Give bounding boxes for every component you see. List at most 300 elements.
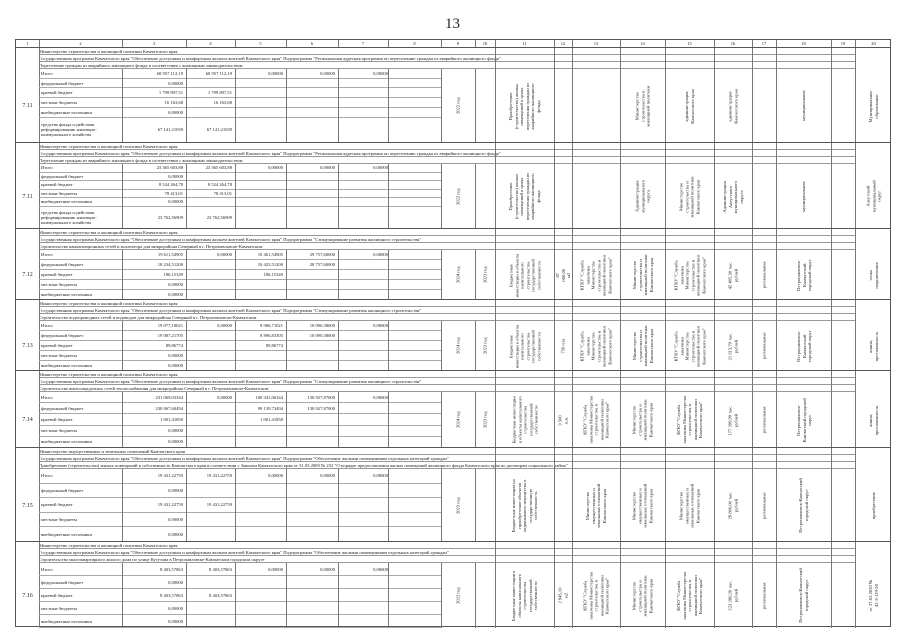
column-number: 11 [522, 41, 527, 46]
column-text: КГКУ "Служба заказчика Министерства строительства и жилищной политики Камчатского края" [675, 396, 703, 444]
column-text: Министерство имущественных и земельных отношений Камчатского края [585, 483, 607, 528]
finance-source: местные бюджеты [41, 605, 77, 611]
column-text: Министерство строительства и жилищной политики Камчатского края [631, 575, 653, 616]
finance-row [39, 280, 441, 290]
column-divider [235, 40, 236, 47]
column-number: 5 [259, 41, 262, 46]
block-column-cell [752, 164, 776, 229]
finance-value [338, 527, 391, 541]
block-column-cell [620, 469, 665, 542]
block-column-cell [714, 563, 752, 628]
budget-block [16, 47, 890, 142]
block-column-cell [572, 563, 620, 628]
finance-source: местные бюджеты [41, 190, 77, 196]
finance-row [39, 576, 441, 589]
block-column-cell [572, 69, 620, 143]
finance-value: 0,00000 [320, 566, 335, 572]
column-text: Муниципальное образование [868, 90, 879, 122]
finance-value: 8 403,57863 [209, 566, 232, 572]
finance-value [286, 484, 338, 498]
finance-row [39, 484, 441, 499]
year-text: 2023 год [482, 266, 488, 284]
finance-value [286, 351, 338, 360]
finance-value: 8 524 264,78 [158, 182, 183, 188]
finance-value: 0,00000 [373, 566, 388, 572]
column-text: 29 800,00 тыс. рублей [727, 491, 738, 520]
finance-value: 0,00000 [320, 165, 335, 171]
column-divider [186, 40, 187, 47]
finance-value: 16 163,68 [213, 100, 232, 106]
block-column-cell [495, 321, 554, 371]
column-text: КГКУ "Служба заказчика Министерства строительства и жилищной политики Камчатского края" [579, 325, 612, 367]
finance-value [235, 173, 286, 181]
finance-value [235, 589, 286, 601]
column-text: КГКУ "Служба заказчика Министерства строительства и жилищной политики Камчатского края" [673, 254, 706, 296]
column-divider [286, 563, 287, 628]
column-text: Петропавловск-Камчатский городской округ [798, 568, 809, 623]
finance-value [338, 576, 391, 588]
column-text: Администрация муниципального округа [634, 180, 651, 213]
column-number: 16 [730, 41, 736, 46]
year-text: 2023 год [455, 497, 461, 514]
finance-value: 130 927,87000 [307, 394, 335, 400]
finance-source: краевой бюджет [41, 343, 73, 348]
finance-value [186, 414, 235, 424]
column-divider [338, 469, 339, 542]
finance-value [186, 198, 235, 206]
finance-value [338, 260, 391, 269]
block-year2 [475, 392, 495, 448]
finance-value: 230 067,60494 [155, 405, 183, 411]
block-column-cell [665, 392, 714, 448]
block-year1 [441, 563, 475, 628]
finance-value [286, 198, 338, 206]
column-divider [620, 40, 621, 47]
finance-value [186, 361, 235, 370]
finance-value [338, 351, 391, 360]
year-text: 2023 год [482, 411, 488, 429]
finance-value: 8 403,57863 [160, 566, 183, 572]
column-number: 14 [640, 41, 645, 46]
finance-source: местные бюджеты [41, 428, 77, 434]
column-text: муниципальная [800, 90, 806, 122]
finance-value [235, 207, 286, 228]
finance-row [39, 190, 441, 199]
finance-value: 19 431,22759 [157, 502, 183, 508]
year-text: 2022 год [455, 188, 461, 205]
block-column-cell [572, 250, 620, 300]
finance-value [338, 414, 391, 424]
block-measure: Строительство внеплощадочных сетей теплоснабжения для микрорайона Северный в г. Петропавловске-Камчатском [39, 385, 855, 392]
year-text: 2024 год [455, 266, 461, 284]
finance-source: Итого [41, 323, 53, 328]
block-measure: Переселение граждан из аварийного жилищного фонда в соответствии с жилищным законодательством [39, 62, 855, 69]
column-divider [388, 69, 389, 143]
column-divider [752, 40, 753, 47]
column-divider [572, 40, 573, 47]
column-number: 6 [310, 41, 314, 46]
budget-table [15, 39, 891, 627]
finance-row [39, 88, 441, 98]
finance-value: 0,00000 [168, 199, 183, 205]
column-divider [338, 321, 339, 371]
block-year1 [441, 321, 475, 371]
finance-value [235, 79, 286, 88]
finance-source: краевой бюджет [41, 90, 73, 96]
finance-value: 186,15349 [263, 272, 283, 277]
finance-value [186, 615, 235, 627]
finance-value [286, 79, 338, 88]
finance-row [39, 498, 441, 513]
column-text: Министерство строительства и жилищной политики Камчатского края [631, 325, 653, 367]
finance-value [338, 173, 391, 181]
block-column-cell [495, 69, 554, 143]
finance-source: местные бюджеты [41, 517, 77, 523]
column-divider [122, 392, 123, 448]
block-column-cell [776, 392, 831, 448]
column-divider [554, 40, 555, 47]
block-code: 7.12 [22, 272, 33, 278]
column-divider [186, 321, 187, 371]
block-measure: Переселение граждан из аварийного жилищного фонда в соответствии с жилищным законодательством [39, 157, 855, 164]
block-column-cell [665, 164, 714, 229]
finance-value: 18 234,51200 [157, 262, 183, 267]
finance-value: 1 799 897,51 [158, 90, 183, 96]
budget-block [16, 142, 890, 228]
block-ministry: Министерство строительства и жилищной политики Камчатского края [39, 143, 855, 150]
finance-row [39, 173, 441, 182]
finance-value [338, 513, 391, 527]
finance-value: 10 090,38000 [309, 323, 335, 328]
column-text: Петропавловск-Камчатский городской округ [795, 397, 812, 443]
finance-value: 0,00000 [373, 394, 388, 400]
finance-value [286, 426, 338, 436]
block-column-cell [620, 321, 665, 371]
block-column-cell [572, 321, 620, 371]
block-column-cell [572, 392, 620, 448]
finance-value: 100 341,06344 [255, 394, 283, 400]
block-code: 7.11 [22, 193, 33, 200]
finance-source: местные бюджеты [41, 353, 77, 358]
block-column-cell [554, 321, 572, 371]
finance-value: 19 431,22759 [206, 473, 232, 479]
column-text: Бюджетные инвестиции в объекты капитального строительства государственной собственности [508, 253, 541, 297]
finance-value [286, 341, 338, 350]
finance-row [39, 198, 441, 207]
finance-value [338, 426, 391, 436]
column-divider [441, 40, 442, 47]
column-number: 18 [801, 41, 806, 46]
finance-row [39, 164, 441, 173]
column-divider [388, 164, 389, 229]
finance-value [186, 260, 235, 269]
finance-value [286, 513, 338, 527]
column-divider [286, 69, 287, 143]
block-column-cell [776, 321, 831, 371]
block-year2 [475, 164, 495, 229]
block-column-cell [665, 321, 714, 371]
column-text: 750 п.м. [560, 338, 566, 354]
block-column-cell [714, 469, 752, 542]
finance-row [39, 118, 441, 143]
finance-value: 0,00000 [268, 473, 283, 479]
block-year2 [475, 321, 495, 371]
finance-value: 8 896,83305 [260, 333, 283, 338]
finance-value [286, 173, 338, 181]
block-column-cell [665, 69, 714, 143]
block-column-cell [855, 164, 892, 229]
block-column-cell [620, 563, 665, 628]
finance-row [39, 563, 441, 576]
finance-row [39, 513, 441, 528]
block-column-cell [776, 469, 831, 542]
block-column-cell [714, 250, 752, 300]
finance-value [338, 615, 391, 627]
block-column-cell [714, 164, 752, 229]
finance-row [39, 207, 441, 229]
finance-value [338, 361, 391, 370]
finance-value: 67 141,21039 [157, 127, 183, 133]
column-divider [338, 69, 339, 143]
column-divider [388, 40, 389, 47]
finance-value: 0,00000 [168, 517, 183, 523]
column-divider [338, 563, 339, 628]
block-column-cell [620, 69, 665, 143]
finance-value: 0,00000 [168, 353, 183, 358]
block-measure: Строительство многоквартирного жилого дома по улице Кутузова в Петропавловске-Камчатском городском округе [39, 556, 855, 563]
finance-value: 23 762,56909 [206, 214, 232, 220]
block-year1 [441, 392, 475, 448]
block-column-cell [495, 250, 554, 300]
column-number: 7 [361, 41, 365, 46]
finance-value: 186,15349 [163, 272, 183, 277]
finance-row [39, 615, 441, 628]
finance-value [338, 118, 391, 142]
column-divider [495, 40, 496, 47]
column-text: Министерство строительства и жилищной политики Камчатского края [631, 399, 653, 441]
column-divider [235, 250, 236, 300]
finance-value [235, 513, 286, 527]
finance-value: 10 090,38000 [309, 333, 335, 338]
block-column-cell [752, 321, 776, 371]
finance-value: 89,86774 [265, 343, 283, 348]
column-divider [186, 164, 187, 229]
finance-value: 23 365 603,88 [205, 165, 232, 171]
column-number: 12 [560, 41, 566, 46]
block-column-cell [776, 563, 831, 628]
finance-value [235, 98, 286, 107]
block-program: Государственная программа Камчатского края "Обеспечение доступным и комфортным жильем жителей Камчатского края" Подпрограмма "Региональная адресная программа по переселению граждан из аварийного жилищного фонда" [39, 55, 855, 62]
finance-source: краевой бюджет [41, 272, 73, 277]
finance-value [235, 280, 286, 289]
column-text: линия, протяженность [868, 405, 879, 435]
block-code: 7.14 [22, 417, 33, 423]
finance-value [338, 207, 391, 228]
block-column-cell [554, 164, 572, 229]
column-text: муниципальная [800, 181, 806, 212]
block-year1 [441, 69, 475, 143]
finance-row [39, 392, 441, 403]
finance-value [286, 589, 338, 601]
block-column-cell [495, 469, 554, 542]
block-code: 7.11 [22, 103, 33, 109]
column-text: Министерство имущественных и земельных отношений Камчатского края [678, 483, 700, 528]
column-divider [235, 321, 236, 371]
finance-value: 68 957 112,19 [205, 70, 232, 76]
finance-value [235, 118, 286, 142]
finance-value: 0,00000 [168, 579, 183, 585]
finance-value: 99 139,73494 [257, 405, 283, 411]
finance-row [39, 69, 441, 79]
finance-value: 19 431,22759 [206, 502, 232, 508]
finance-value [286, 576, 338, 588]
block-year1 [441, 250, 475, 300]
block-column-cell [620, 250, 665, 300]
finance-value [235, 615, 286, 627]
block-ministry: Министерство строительства и жилищной политики Камчатского края [39, 371, 855, 378]
finance-value: 67 141,21039 [206, 127, 232, 133]
block-column-cell [554, 563, 572, 628]
column-divider [286, 40, 287, 47]
finance-value [286, 181, 338, 189]
block-column-cell [855, 250, 892, 300]
column-text: Петропавловск-Камчатский городской округ [795, 330, 812, 362]
finance-source: Итого [41, 473, 53, 479]
finance-row [39, 98, 441, 108]
block-column-cell [554, 392, 572, 448]
block-column-cell [752, 69, 776, 143]
budget-block [16, 370, 890, 447]
column-divider [122, 40, 123, 47]
finance-value [338, 331, 391, 340]
block-year2 [475, 563, 495, 628]
finance-value: 0,00000 [373, 165, 388, 171]
column-text: 42 405,38 тыс. рублей [727, 261, 738, 289]
finance-value [338, 498, 391, 512]
column-number: 4 [209, 41, 212, 46]
column-text: Администрация Алеутского муниципального округа [722, 180, 744, 213]
finance-value [286, 108, 338, 117]
finance-row [39, 403, 441, 414]
finance-value [235, 88, 286, 97]
block-ministry: Министерство имущественных и земельных отношений Камчатского края [39, 448, 855, 455]
column-text: Бюджетные инвестиции на приобретение объектов недвижимого имущества в государственную собственность [510, 479, 538, 532]
finance-row [39, 108, 441, 118]
column-text: Приобретение (строительство) жилых помещений в целях переселения граждан из аварийного жилищного фонда [508, 172, 541, 221]
finance-value: 0,00000 [268, 566, 283, 572]
finance-source: федеральный бюджет [41, 487, 84, 493]
year-text: 2022 год [455, 97, 461, 115]
column-divider [186, 469, 187, 542]
finance-source: федеральный бюджет [41, 579, 84, 585]
finance-value [338, 190, 391, 198]
finance-source: Итого [41, 252, 53, 257]
column-divider [186, 563, 187, 628]
column-divider [186, 392, 187, 448]
finance-row [39, 351, 441, 361]
finance-value [235, 290, 286, 299]
finance-row [39, 181, 441, 190]
column-text: Бюджетные инвестиции в объекты капитального строительства государственной собственности [508, 324, 541, 368]
column-text: администрация Камчатского края [727, 88, 738, 124]
column-text: КГКУ "Служба заказчика Министерства строительства и жилищной политики Камчатского края" [582, 396, 610, 444]
finance-value: 8 403,57863 [160, 592, 183, 598]
finance-value: 10 425,51200 [257, 262, 283, 267]
column-divider [475, 40, 476, 47]
column-text: точка подключения [868, 261, 879, 289]
column-text: 21 613,79 тыс. рублей [727, 332, 738, 360]
column-text: Министерство строительства и жилищной политики Камчатского края [631, 254, 653, 296]
block-column-cell [554, 469, 572, 542]
block-column-cell [776, 69, 831, 143]
block-column-cell [554, 69, 572, 143]
column-text: Алеутский муниципальный округ [865, 180, 882, 213]
column-text: региональная [761, 261, 767, 289]
finance-value [286, 615, 338, 627]
block-ministry: Министерство строительства и жилищной политики Камчатского края [39, 300, 855, 307]
block-column-cell [855, 69, 892, 143]
block-program: Государственная программа Камчатского края "Обеспечение доступным и комфортным жильем жителей Камчатского края" Подпрограмма "Стимулирование развития жилищного строительства" [39, 378, 855, 385]
finance-value [338, 290, 391, 299]
finance-value: 1 799 897,51 [207, 90, 232, 96]
finance-value: 10 461,54905 [257, 252, 283, 257]
finance-source: федеральный бюджет [41, 262, 84, 267]
finance-source: краевой бюджет [41, 182, 73, 188]
block-column-cell [776, 250, 831, 300]
column-divider [122, 321, 123, 371]
column-text: региональная [761, 492, 767, 519]
column-divider [186, 69, 187, 143]
finance-row [39, 341, 441, 351]
column-text: Министерство строительства и жилищной политики [634, 85, 651, 127]
block-column-cell [714, 392, 752, 448]
column-number: 15 [687, 41, 692, 46]
finance-value [338, 270, 391, 279]
finance-row [39, 426, 441, 437]
column-divider [186, 250, 187, 300]
column-text: Бюджетные инвестиции в объекты капитального строительства государственной собственности [510, 396, 538, 444]
finance-value [186, 173, 235, 181]
finance-value [235, 361, 286, 370]
column-text: Министерство имущественных и земельных отношений Камчатского края [631, 483, 653, 528]
block-column-cell [495, 164, 554, 229]
finance-value [286, 361, 338, 370]
column-text: Бюджетные инвестиции в объекты капитального строительства государственной собственности [510, 570, 538, 621]
finance-value [286, 414, 338, 424]
finance-value: 19 431,22759 [157, 473, 183, 479]
block-measure: Строительство водопроводных сетей и водоводов для микрорайона Северный в г. Петропавловске-Камчатском [39, 314, 855, 321]
column-divider [338, 250, 339, 300]
column-divider [122, 164, 123, 229]
finance-value: 1 001,41850 [160, 416, 183, 422]
column-divider [831, 40, 832, 47]
finance-value [286, 190, 338, 198]
finance-row [39, 260, 441, 270]
column-divider [235, 469, 236, 542]
block-column-cell [495, 563, 554, 628]
finance-value [186, 527, 235, 541]
finance-value: 8 403,57863 [209, 592, 232, 598]
finance-value: 0,00000 [268, 165, 283, 171]
finance-source: внебюджетные источники [41, 618, 92, 624]
finance-value [235, 108, 286, 117]
block-column-cell [714, 69, 752, 143]
block-column-cell [831, 321, 855, 371]
column-number: 2 [79, 41, 82, 46]
finance-value [286, 527, 338, 541]
finance-value: 0,00000 [217, 323, 232, 328]
column-divider [235, 392, 236, 448]
